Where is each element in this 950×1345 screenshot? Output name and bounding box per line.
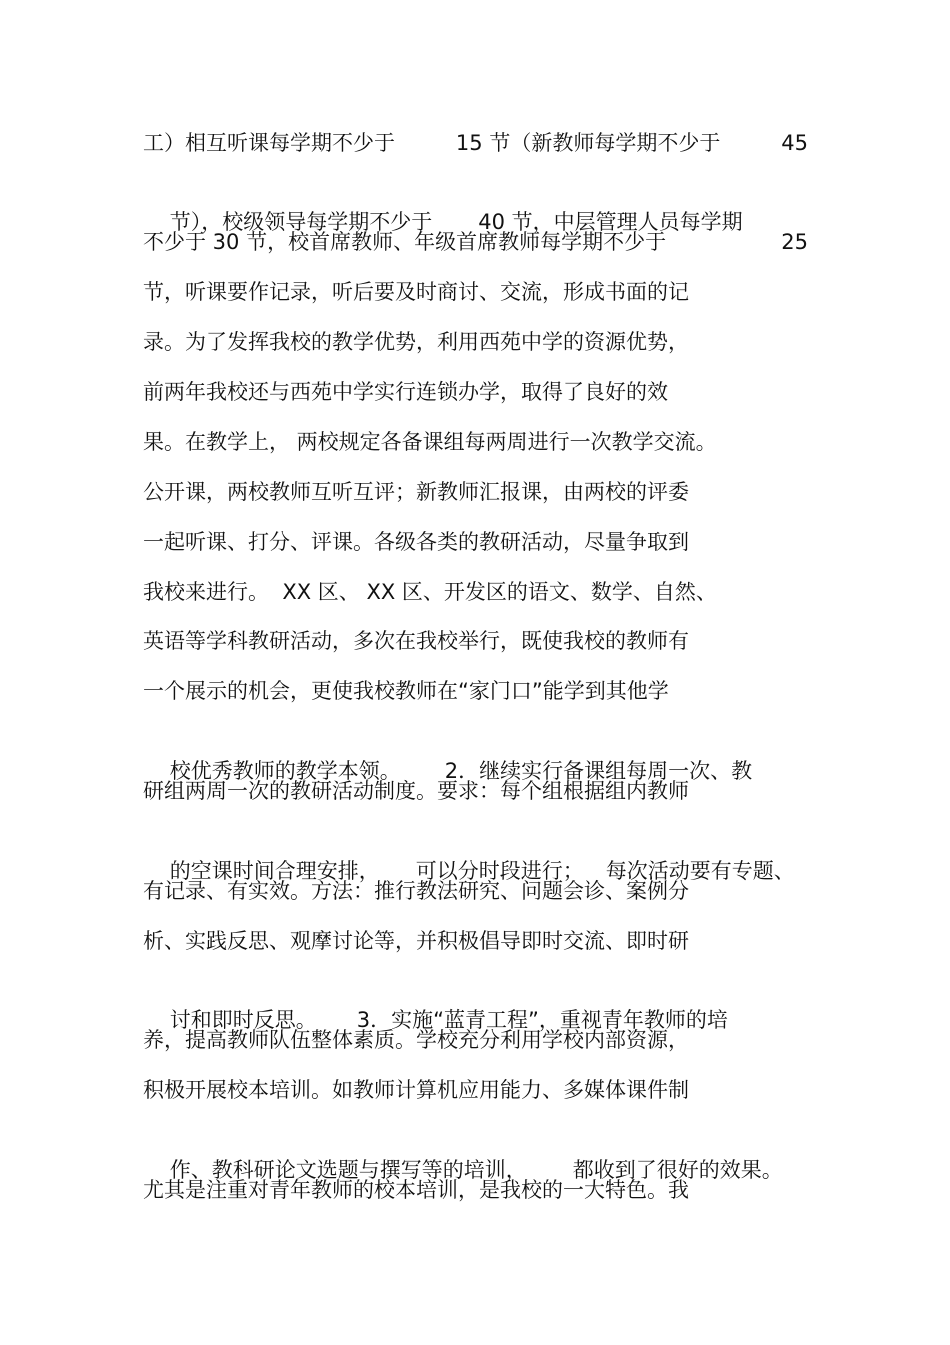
text-segment: 工）相互听课每学期不少于 bbox=[143, 131, 395, 155]
text-line: 有记录、有实效。方法：推行教法研究、问题会诊、案例分 bbox=[143, 879, 689, 903]
text-line bbox=[143, 177, 743, 234]
text-segment: 不少于 30 节，校首席教师、年级首席教师每学期不少于 bbox=[143, 230, 667, 254]
text-line bbox=[143, 1125, 783, 1182]
text-segment: 15 节（新教师每学期不少于 bbox=[455, 131, 721, 155]
text-line: 我校来进行。 XX 区、 XX 区、开发区的语文、数学、自然、 bbox=[143, 580, 717, 604]
text-line: 养，提高教师队伍整体素质。学校充分利用学校内部资源， bbox=[143, 1028, 689, 1052]
text-segment: 40 节，中层管理人员每学期 bbox=[478, 210, 743, 234]
text-line bbox=[143, 975, 728, 1032]
text-segment: 3．实施“蓝青工程”，重视青年教师的培 bbox=[356, 1008, 728, 1032]
text-segment: 的空课时间合理安排， bbox=[169, 859, 380, 883]
text-line: 公开课，两校教师互听互评；新教师汇报课，由两校的评委 bbox=[143, 480, 689, 504]
text-segment: 校优秀教师的教学本领。 bbox=[169, 759, 401, 783]
text-line: 果。在教学上， 两校规定各备课组每两周进行一次教学交流。 bbox=[143, 430, 717, 454]
text-line bbox=[143, 726, 753, 783]
text-segment: 每次活动要有专题、 bbox=[605, 859, 795, 883]
text-segment: 2．继续实行备课组每周一次、教 bbox=[444, 759, 753, 783]
text-segment: 可以分时段进行； bbox=[415, 859, 584, 883]
text-line: 英语等学科教研活动，多次在我校举行，既使我校的教师有 bbox=[143, 629, 689, 653]
text-line: 研组两周一次的教研活动制度。要求：每个组根据组内教师 bbox=[143, 779, 689, 803]
text-line: 尤其是注重对青年教师的校本培训，是我校的一大特色。我 bbox=[143, 1178, 689, 1202]
text-segment: 45 bbox=[781, 131, 808, 155]
text-segment: 节），校级领导每学期不少于 bbox=[169, 210, 433, 234]
text-segment: 讨和即时反思。 bbox=[169, 1008, 317, 1032]
text-line: 一起听课、打分、评课。各级各类的教研活动，尽量争取到 bbox=[143, 530, 689, 554]
text-line: 一个展示的机会，更使我校教师在“家门口”能学到其他学 bbox=[143, 679, 669, 703]
text-line bbox=[143, 826, 795, 883]
text-segment: 作、教科研论文选题与撰写等的培训， bbox=[169, 1158, 527, 1182]
text-segment: 都收到了很好的效果。 bbox=[572, 1158, 783, 1182]
text-line bbox=[143, 227, 808, 257]
text-line: 节，听课要作记录，听后要及时商讨、交流，形成书面的记 bbox=[143, 280, 689, 304]
text-line: 积极开展校本培训。如教师计算机应用能力、多媒体课件制 bbox=[143, 1078, 689, 1102]
text-line: 析、实践反思、观摩讨论等，并积极倡导即时交流、即时研 bbox=[143, 929, 689, 953]
text-line: 录。为了发挥我校的教学优势，利用西苑中学的资源优势， bbox=[143, 330, 689, 354]
text-line: 前两年我校还与西苑中学实行连锁办学，取得了良好的效 bbox=[143, 380, 668, 404]
text-segment: 25 bbox=[781, 230, 808, 254]
text-line bbox=[143, 128, 808, 158]
